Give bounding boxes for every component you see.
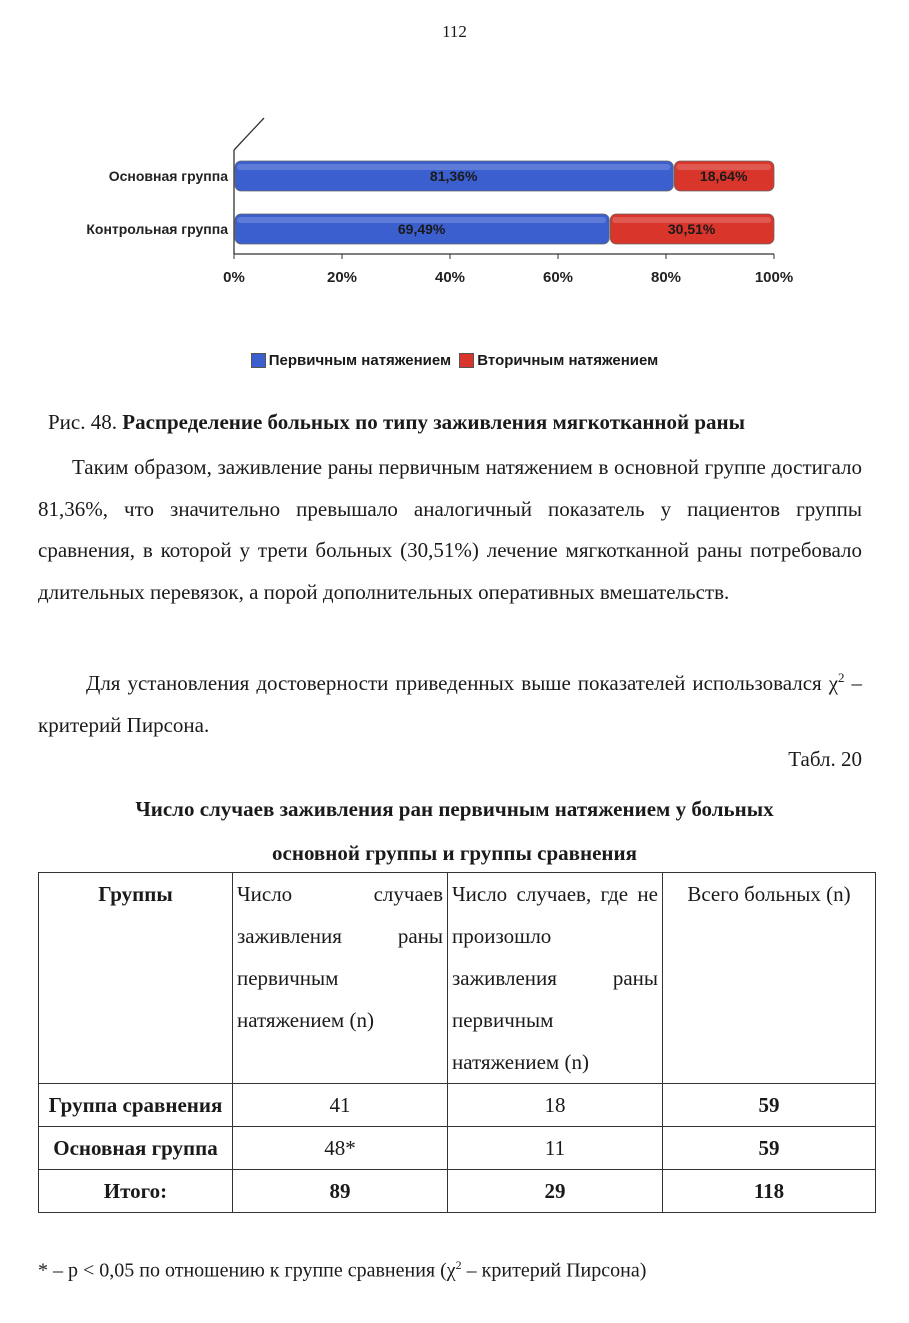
row-group: Итого: xyxy=(39,1170,233,1213)
legend-swatch-primary xyxy=(251,353,266,368)
x-tick-label: 100% xyxy=(754,269,794,286)
header-not-healed: Число случаев, где не произошло заживления раны первичным натяжением (n) xyxy=(448,873,663,1084)
chi-superscript: 2 xyxy=(838,670,845,685)
header-healed: Число случаев заживления раны первичным натяжением (n) xyxy=(233,873,448,1084)
category-label: Основная группа xyxy=(108,168,228,184)
row-total: 59 xyxy=(663,1084,876,1127)
table-title-line-2: основной группы и группы сравнения xyxy=(272,841,637,865)
footnote-chi-superscript: 2 xyxy=(455,1258,462,1272)
table-row xyxy=(39,1127,876,1170)
row-not-healed: 11 xyxy=(448,1127,663,1170)
bar-value-label: 18,64% xyxy=(699,168,748,184)
table-footnote xyxy=(38,1258,646,1283)
table-number: Табл. 20 xyxy=(788,747,862,771)
row-not-healed: 18 xyxy=(448,1084,663,1127)
footnote-chi: χ xyxy=(446,1259,456,1282)
legend-label-secondary: Вторичным натяжением xyxy=(477,352,659,369)
paragraph-2-end: – критерий Пирсона. xyxy=(38,671,863,737)
bar-value-label: 81,36% xyxy=(429,168,478,184)
row-healed: 89 xyxy=(233,1170,448,1213)
footnote-mark: * xyxy=(38,1259,48,1282)
x-tick-label: 80% xyxy=(650,269,682,286)
table-row xyxy=(39,1084,876,1127)
header-total: Всего больных (n) xyxy=(663,873,876,1084)
table-title-line-1: Число случаев заживления ран первичным натяжением у больных xyxy=(135,797,774,821)
row-total: 59 xyxy=(663,1127,876,1170)
x-tick-label: 40% xyxy=(434,269,466,286)
caption-title: Распределение больных по типу заживления мягкотканной раны xyxy=(122,410,746,434)
legend-item-primary xyxy=(251,352,451,369)
caption-prefix: Рис. 48. xyxy=(48,410,123,434)
paragraph-1: Таким образом, заживление раны первичным натяжением в основной группе достигало 81,36%, что значительно превышало аналогичный показатель у пациентов группы сравнения, в которой у трети больных (30,51%) лечение мягкотканной раны потребовало длительных перевязок, а порой дополнительных оперативных вмешательств. xyxy=(38,455,862,604)
footnote-text: – p < 0,05 по отношению к группе сравнения ( xyxy=(48,1259,447,1282)
stacked-bar-chart xyxy=(40,110,820,300)
row-total: 118 xyxy=(663,1170,876,1213)
axis-perspective-line xyxy=(234,118,264,150)
legend-item-secondary xyxy=(459,352,658,369)
row-group: Группа сравнения xyxy=(39,1084,233,1127)
table-row-total xyxy=(39,1170,876,1213)
figure-caption xyxy=(48,410,745,435)
table-title xyxy=(0,787,909,875)
x-tick-label: 0% xyxy=(223,269,245,286)
header-groups: Группы xyxy=(39,873,233,1084)
row-healed: 41 xyxy=(233,1084,448,1127)
row-not-healed: 29 xyxy=(448,1170,663,1213)
legend-swatch-secondary xyxy=(459,353,474,368)
bar-value-label: 30,51% xyxy=(667,221,716,237)
page-number: 112 xyxy=(442,22,467,41)
x-tick-label: 60% xyxy=(542,269,574,286)
footnote-end: – критерий Пирсона) xyxy=(461,1259,647,1282)
x-tick-label: 20% xyxy=(326,269,358,286)
table-header-row xyxy=(39,873,876,1084)
row-healed: 48* xyxy=(233,1127,448,1170)
category-label: Контрольная группа xyxy=(86,221,228,237)
paragraph-2 xyxy=(38,657,862,746)
paragraph-2-text: Для установления достоверности приведенных выше показателей использовался xyxy=(86,671,829,695)
bar-value-label: 69,49% xyxy=(397,221,446,237)
data-table xyxy=(38,872,876,1213)
legend-label-primary: Первичным натяжением xyxy=(268,352,452,369)
row-group: Основная группа xyxy=(39,1127,233,1170)
chi-symbol: χ xyxy=(828,671,839,695)
chart-legend xyxy=(0,352,909,372)
